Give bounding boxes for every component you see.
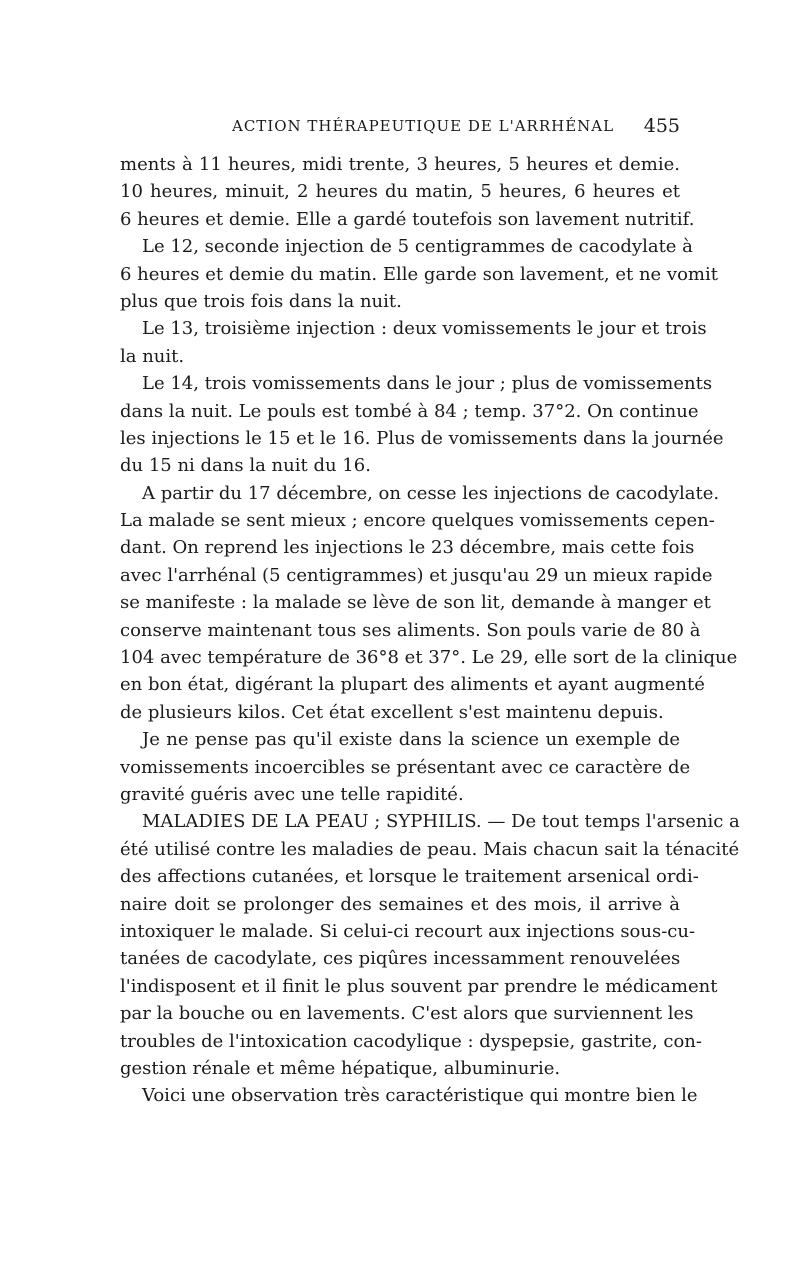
- text-line: en bon état, digérant la plupart des aliments et ayant augmenté: [120, 674, 705, 696]
- text-line: se manifeste : la malade se lève de son lit, demande à manger et: [120, 592, 711, 614]
- body-text: [120, 151, 740, 1110]
- text-line: l'indisposent et il finit le plus souvent par prendre le médicament: [120, 975, 718, 997]
- text-line: de plusieurs kilos. Cet état excellent s'est maintenu depuis.: [120, 701, 664, 723]
- text-line: été utilisé contre les maladies de peau. Mais chacun sait la ténacité: [120, 838, 740, 860]
- text-line: 6 heures et demie du matin. Elle garde son lavement, et ne vomit: [120, 263, 718, 285]
- text-line: 104 avec température de 36°8 et 37°. Le 29, elle sort de la clinique: [120, 647, 738, 669]
- text-line: Le 13, troisième injection : deux vomissements le jour et trois: [142, 318, 707, 340]
- text-line: MALADIES DE LA PEAU ; SYPHILIS. — De tout temps l'arsenic a: [142, 811, 740, 833]
- text-line: conserve maintenant tous ses aliments. Son pouls varie de 80 à: [120, 619, 701, 641]
- text-line: Le 14, trois vomissements dans le jour ; plus de vomissements: [142, 373, 713, 395]
- running-header: [232, 117, 680, 139]
- running-title: ACTION THÉRAPEUTIQUE DE L'ARRHÉNAL: [232, 117, 615, 135]
- text-line: La malade se sent mieux ; encore quelques vomissements cepen-: [120, 510, 715, 532]
- page-number: 455: [643, 115, 680, 137]
- text-line: troubles de l'intoxication cacodylique : dyspepsie, gastrite, con-: [120, 1030, 702, 1052]
- text-line: naire doit se prolonger des semaines et des mois, il arrive à: [120, 893, 680, 915]
- text-line: 6 heures et demie. Elle a gardé toutefois son lavement nutritif.: [120, 208, 695, 230]
- text-line: gravité guéris avec une telle rapidité.: [120, 783, 464, 805]
- text-line: dans la nuit. Le pouls est tombé à 84 ; temp. 37°2. On continue: [120, 400, 699, 422]
- text-line: vomissements incoercibles se présentant avec ce caractère de: [120, 756, 691, 778]
- text-line: A partir du 17 décembre, on cesse les injections de cacodylate.: [142, 482, 720, 504]
- text-line: les injections le 15 et le 16. Plus de vomissements dans la journée: [120, 427, 724, 449]
- text-line: Voici une observation très caractéristique qui montre bien le: [142, 1085, 698, 1107]
- text-line: dant. On reprend les injections le 23 décembre, mais cette fois: [120, 537, 695, 559]
- text-line: 10 heures, minuit, 2 heures du matin, 5 heures, 6 heures et: [120, 181, 680, 203]
- text-line: la nuit.: [120, 345, 185, 367]
- text-line: Le 12, seconde injection de 5 centigrammes de cacodylate à: [142, 236, 693, 258]
- text-line: par la bouche ou en lavements. C'est alors que surviennent les: [120, 1003, 694, 1025]
- text-line: ments à 11 heures, midi trente, 3 heures, 5 heures et demie.: [120, 154, 680, 175]
- text-line: avec l'arrhénal (5 centigrammes) et jusqu'au 29 un mieux rapide: [120, 564, 713, 586]
- text-line: Je ne pense pas qu'il existe dans la science un exemple de: [142, 729, 680, 751]
- text-line: tanées de cacodylate, ces piqûres incessamment renouvelées: [120, 948, 681, 970]
- text-line: des affections cutanées, et lorsque le traitement arsenical ordi-: [120, 866, 699, 888]
- text-line: intoxiquer le malade. Si celui-ci recourt aux injections sous-cu-: [120, 920, 696, 942]
- text-line: du 15 ni dans la nuit du 16.: [120, 455, 371, 477]
- text-line: plus que trois fois dans la nuit.: [120, 290, 402, 312]
- text-line: gestion rénale et même hépatique, albuminurie.: [120, 1057, 561, 1079]
